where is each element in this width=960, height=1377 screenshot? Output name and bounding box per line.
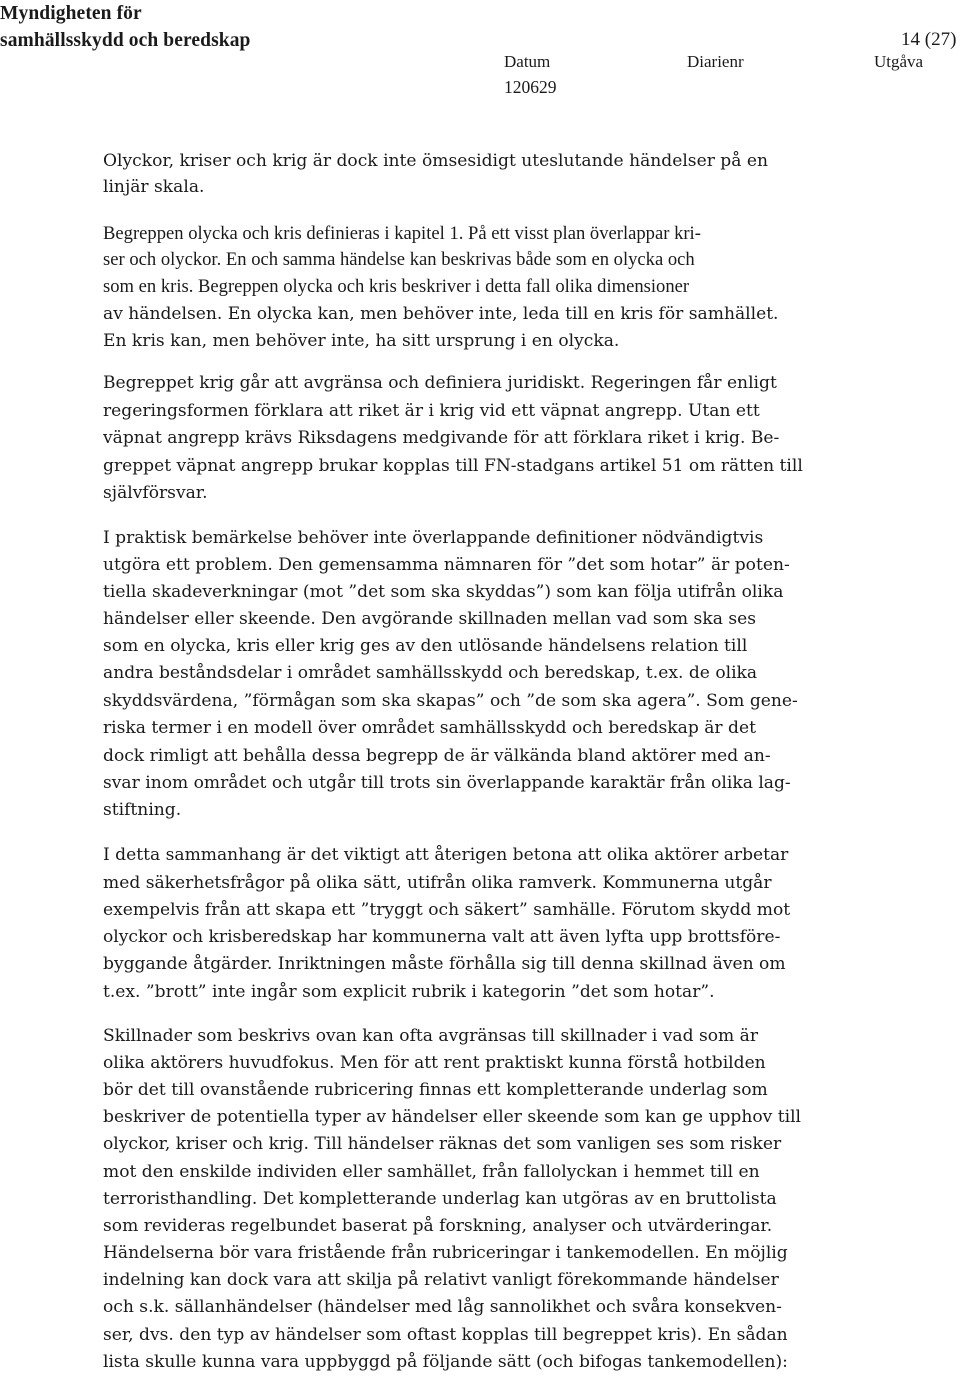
- date-value: 120629: [504, 77, 557, 97]
- text-line: byggande åtgärder. Inriktningen måste förhålla sig till denna skillnad även om: [103, 954, 786, 974]
- text-line: Olyckor, kriser och krig är dock inte ömsesidigt uteslutande händelser på en: [103, 151, 768, 171]
- text-line: En kris kan, men behöver inte, ha sitt ursprung i en olycka.: [103, 331, 620, 351]
- text-line: exempelvis från att skapa ett ”tryggt och säkert” samhälle. Förutom skydd mot: [103, 900, 791, 920]
- text-line: bör det till ovanstående rubricering finnas ett kompletterande underlag som: [103, 1080, 768, 1100]
- text-line: riska termer i en modell över området samhällsskydd och beredskap är det: [103, 718, 756, 738]
- text-line: av händelsen. En olycka kan, men behöver inte, leda till en kris för samhället.: [103, 304, 779, 324]
- text-line: stiftning.: [103, 800, 182, 820]
- text-line: svar inom området och utgår till trots sin överlappande karaktär från olika lag-: [103, 773, 791, 793]
- utgava-label: Utgåva: [874, 52, 924, 71]
- text-line: som revideras regelbundet baserat på forskning, analyser och utvärderingar.: [103, 1216, 773, 1236]
- text-line: t.ex. ”brott” inte ingår som explicit rubrik i kategorin ”det som hotar”.: [103, 982, 715, 1002]
- text-line: I praktisk bemärkelse behöver inte överlappande definitioner nödvändigtvis: [103, 528, 764, 548]
- text-line: Begreppen olycka och kris definieras i kapitel 1. På ett visst plan överlappar kri-: [103, 223, 701, 244]
- text-line: som en olycka, kris eller krig ges av den utlösande händelsens relation till: [103, 636, 748, 656]
- text-line: händelser eller skeende. Den avgörande skillnaden mellan vad som ska ses: [103, 609, 756, 629]
- body-text: [103, 0, 960, 1377]
- organization-name-line-2: samhällsskydd och beredskap: [0, 30, 251, 51]
- text-line: greppet väpnat angrepp brukar kopplas till FN-stadgans artikel 51 om rätten till: [103, 456, 803, 476]
- text-line: tiella skadeverkningar (mot ”det som ska skyddas”) som kan följa utifrån olika: [103, 582, 784, 602]
- text-line: beskriver de potentiella typer av händelser eller skeende som kan ge upphov till: [103, 1107, 802, 1127]
- text-line: indelning kan dock vara att skilja på relativt vanligt förekommande händelser: [103, 1270, 779, 1290]
- text-line: Skillnader som beskrivs ovan kan ofta avgränsas till skillnader i vad som är: [103, 1026, 759, 1046]
- text-line: andra beståndsdelar i området samhällsskydd och beredskap, t.ex. de olika: [103, 663, 758, 683]
- diarienr-label: Diarienr: [687, 52, 744, 71]
- text-line: ser, dvs. den typ av händelser som oftast kopplas till begreppet kris). En sådan: [103, 1325, 788, 1345]
- text-line: Händelserna bör vara fristående från rubriceringar i tankemodellen. En möjlig: [103, 1243, 788, 1263]
- text-line: terroristhandling. Det kompletterande underlag kan utgöras av en bruttolista: [103, 1189, 777, 1209]
- text-line: utgöra ett problem. Den gemensamma nämnaren för ”det som hotar” är poten-: [103, 555, 790, 575]
- text-line: olika aktörers huvudfokus. Men för att rent praktiskt kunna förstå hotbilden: [103, 1053, 766, 1073]
- text-line: och s.k. sällanhändelser (händelser med låg sannolikhet och svåra konsekven-: [103, 1297, 782, 1317]
- text-line: regeringsformen förklara att riket är i krig vid ett väpnat angrepp. Utan ett: [103, 401, 760, 421]
- organization-name-line-1: Myndigheten för: [0, 3, 142, 24]
- text-line: I detta sammanhang är det viktigt att återigen betona att olika aktörer arbetar: [103, 845, 789, 865]
- text-line: dock rimligt att behålla dessa begrepp de är välkända bland aktörer med an-: [103, 746, 771, 766]
- text-line: Begreppet krig går att avgränsa och definiera juridiskt. Regeringen får enligt: [103, 373, 777, 393]
- text-line: olyckor, kriser och krig. Till händelser räknas det som vanligen ses som risker: [103, 1134, 782, 1154]
- text-line: skyddsvärdena, ”förmågan som ska skapas” och ”de som ska agera”. Som gene-: [103, 691, 798, 711]
- text-line: linjär skala.: [103, 177, 205, 197]
- text-line: ser och olyckor. En och samma händelse kan beskrivas både som en olycka och: [103, 249, 695, 270]
- text-line: som en kris. Begreppen olycka och kris beskriver i detta fall olika dimensioner: [103, 276, 690, 297]
- text-line: mot den enskilde individen eller samhället, från fallolyckan i hemmet till en: [103, 1162, 760, 1182]
- page-number: 14 (27): [901, 29, 957, 50]
- text-line: självförsvar.: [103, 483, 208, 503]
- text-line: olyckor och krisberedskap har kommunerna valt att även lyfta upp brottsföre-: [103, 927, 781, 947]
- text-line: väpnat angrepp krävs Riksdagens medgivande för att förklara riket i krig. Be-: [103, 428, 780, 448]
- text-line: lista skulle kunna vara uppbyggd på följande sätt (och bifogas tankemodellen):: [103, 1352, 788, 1372]
- text-line: med säkerhetsfrågor på olika sätt, utifrån olika ramverk. Kommunerna utgår: [103, 873, 772, 893]
- date-label: Datum: [504, 52, 551, 71]
